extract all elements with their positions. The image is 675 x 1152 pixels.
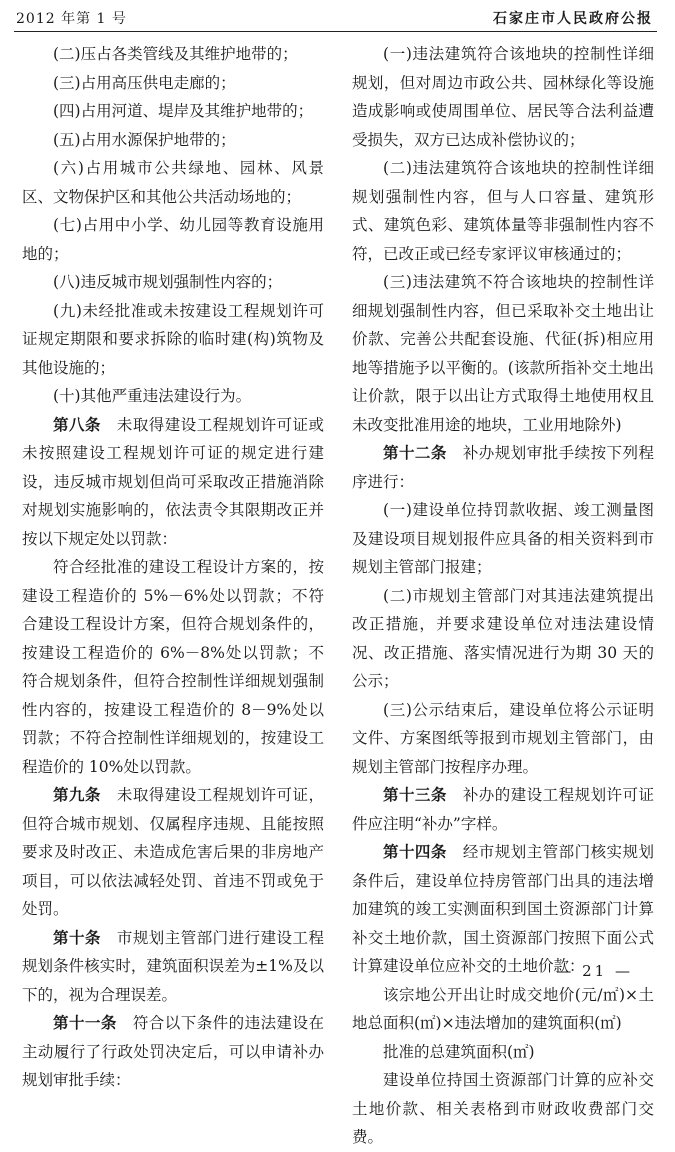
paragraph-text: 符合经批准的建设工程设计方案的，按建设工程造价的 5%－6%处以罚款；不符合建设工程设计方案，但符合规划条件的，按建设工程造价的 6%－8%处以罚款；不符合规划条件，但符合控制性详细规划强制性内容的，按建设工程造价的 8－9%处以罚款；不符合控制性详细规划的，按建设工程造价的 10%处以罚款。 [22,558,324,776]
paragraph-text: 补办规划审批手续按下列程序进行： [352,444,654,491]
paragraph [352,154,654,268]
paragraph [352,838,654,981]
paragraph-text: (一)建设单位持罚款收据、竣工测量图及建设项目规划报件应具备的相关资料到市规划主管部门报建； [352,501,654,576]
paragraph-text: (二)市规划主管部门对其违法建筑提出改正措施，并要求建设单位对违法建设情况、改正措施、落实情况进行为期 30 天的公示； [352,586,654,690]
paragraph-text: (三)公示结束后，建设单位将公示证明文件、方案图纸等报到市规划主管部门，由规划主管部门按程序办理。 [352,700,654,776]
paragraph [352,496,654,582]
paragraph-text: 市规划主管部门进行建设工程规划条件核实时，建筑面积误差为±1%及以下的，视为合理误差。 [22,928,324,1004]
paragraph-text: 未取得建设工程规划许可证或未按照建设工程规划许可证的规定进行建设，违反城市规划但尚可采取改正措施消除对规划实施影响的，依法责令其限期改正并按以下规定处以罚款： [22,415,324,548]
article-heading: 第八条 [53,415,101,434]
paragraph [22,924,324,1010]
paragraph-text: (八)违反城市规划强制性内容的； [53,273,283,291]
paragraph [22,40,324,69]
right-column [352,40,654,1152]
paragraph [352,1038,654,1067]
article-heading: 第十二条 [383,444,447,462]
paragraph-text: (四)占用河道、堤岸及其维护地带的； [53,102,314,120]
paragraph [352,439,654,496]
paragraph-text: 该宗地公开出让时成交地价(元/㎡)×土地总面积(㎡)×违法增加的建筑面积(㎡) [352,985,654,1032]
paragraph-text: 批准的总建筑面积(㎡) [383,1042,535,1061]
article-heading: 第十四条 [383,843,447,861]
paragraph [352,781,654,838]
paragraph [22,553,324,781]
paragraph [352,696,654,782]
paragraph [22,297,324,383]
page-number: — 21 — [556,962,633,980]
paragraph-text: 未取得建设工程规划许可证，但符合城市规划、仅属程序违规、且能按照要求及时改正、未造成危害后果的非房地产项目，可以依法减轻处罚、首违不罚或免于处罚。 [22,786,324,918]
paragraph-text: (六)占用城市公共绿地、园林、风景区、文物保护区和其他公共活动场地的； [22,159,324,206]
paragraph [22,69,324,98]
paragraph-text: (五)占用水源保护地带的； [53,130,236,149]
paragraph-text: 建设单位持国土资源部门计算的应补交土地价款、相关表格到市财政收费部门交费。 [352,1071,654,1146]
issue-label: 2012 年第 1 号 [16,11,127,27]
paragraph [22,781,324,924]
publication-title: 石家庄市人民政府公报 [493,11,653,27]
paragraph [352,981,654,1038]
article-heading: 第九条 [53,786,101,804]
header-divider [14,31,657,32]
paragraph [22,411,324,554]
paragraph-text: (三)占用高压供电走廊的； [53,73,236,92]
paragraph [22,1009,324,1095]
paragraph-text: (九)未经批准或未按建设工程规划许可证规定期限和要求拆除的临时建(构)筑物及其他设施的； [22,301,324,377]
paragraph-text: (十)其他严重违法建设行为。 [53,387,252,405]
paragraph [352,582,654,696]
paragraph-text: 补办的建设工程规划许可证件应注明“补办”字样。 [352,786,654,833]
paragraph-text: (七)占用中小学、幼儿园等教育设施用地的； [22,216,324,263]
paragraph [22,126,324,155]
paragraph-text: (一)违法建筑符合该地块的控制性详细规划，但对周边市政公共、园林绿化等设施造成影响或使周围单位、居民等合法利益遭受损失，双方已达成补偿协议的； [352,45,654,149]
paragraph [352,268,654,439]
paragraph [22,211,324,268]
paragraph [22,97,324,126]
left-column [22,40,324,1095]
paragraph-text: (三)违法建筑不符合该地块的控制性详细规划强制性内容，但已采取补交土地出让价款、完善公共配套设施、代征(拆)相应用地等措施予以平衡的。(该款所指补交土地出让价款，限于以出让方式取得土地使用权且未改变批准用途的地块，工业用地除外) [352,273,654,434]
paragraph-text: (二)压占各类管线及其维护地带的； [53,45,298,63]
paragraph-text: (二)违法建筑符合该地块的控制性详细规划强制性内容，但与人口容量、建筑形式、建筑色彩、建筑体量等非强制性内容不符，已改正或已经专家评议审核通过的； [352,159,654,263]
article-heading: 第十三条 [383,786,447,804]
page-header [0,0,675,32]
article-heading: 第十条 [53,928,101,947]
paragraph [352,1066,654,1152]
paragraph [22,382,324,411]
paragraph-text: 经市规划主管部门核实规划条件后，建设单位持房管部门出具的违法增加建筑的竣工实测面积到国土资源部门计算补交土地价款，国土资源部门按照下面公式计算建设单位应补交的土地价款： [352,843,654,975]
article-heading: 第十一条 [53,1014,117,1032]
paragraph-text: 符合以下条件的违法建设在主动履行了行政处罚决定后，可以申请补办规划审批手续： [22,1014,324,1089]
paragraph [22,154,324,211]
paragraph [352,40,654,154]
paragraph [22,268,324,297]
